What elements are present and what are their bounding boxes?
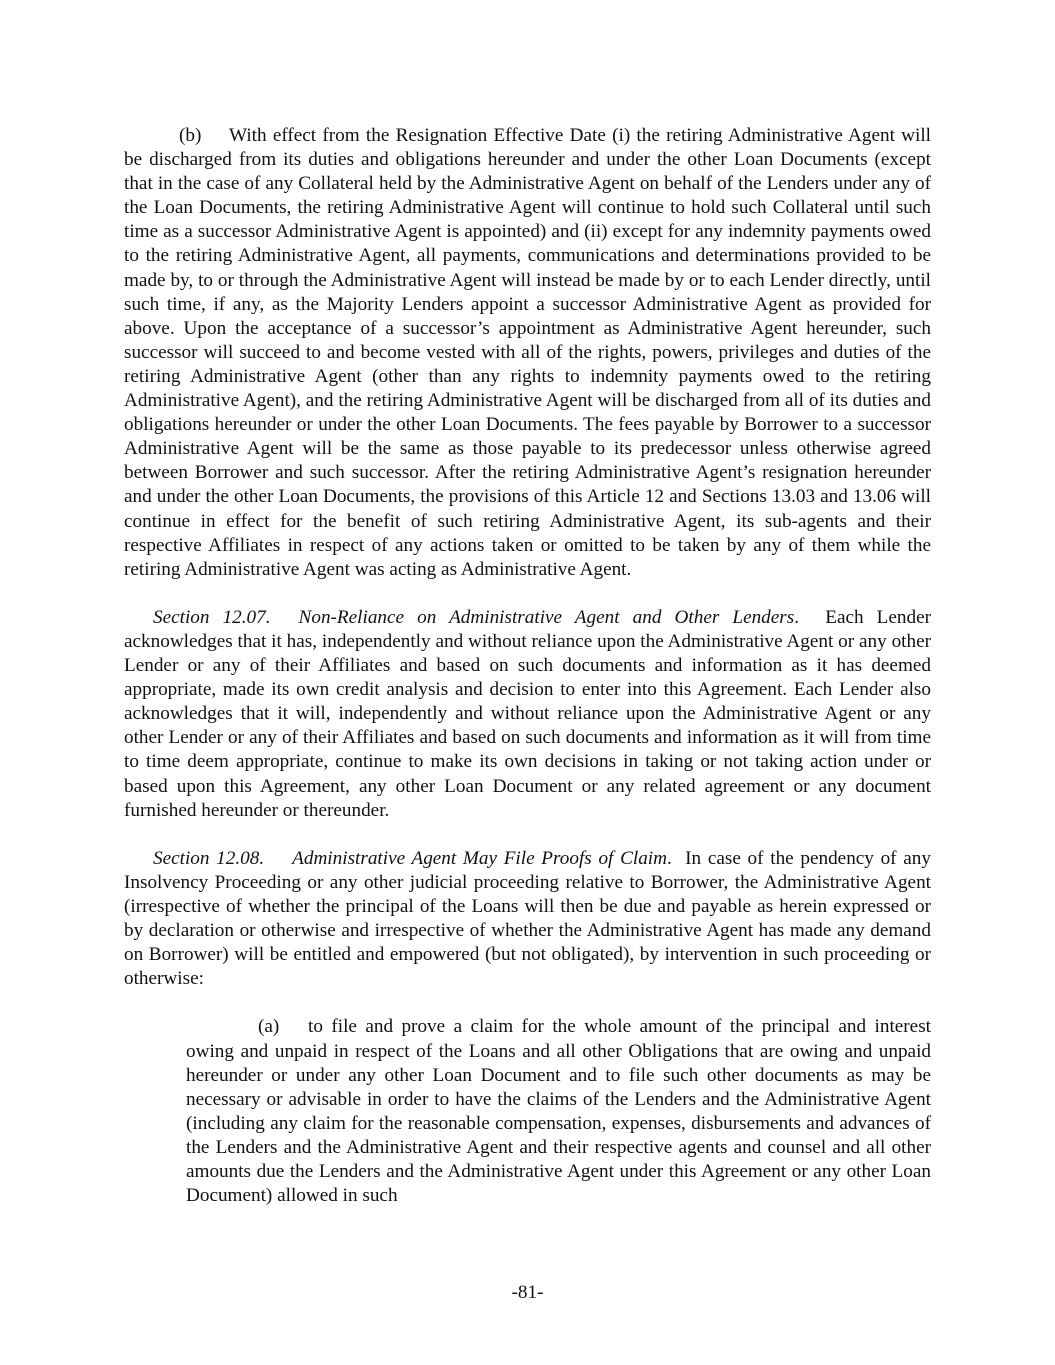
section-12-07-title-period: . [794, 606, 800, 628]
paragraph-gap [124, 823, 931, 847]
section-12-07 [124, 606, 931, 823]
section-12-08-title-period: . [666, 847, 672, 869]
paragraph-gap [124, 991, 931, 1015]
subparagraph-a-text: to file and prove a claim for the whole amount of the principal and interest owing and unpaid in respect of the Loans and all other Obligations that are owing and unpaid hereunder or under any other Loan Document and to file such other documents as may be necessary or advisable in order to have the claims of the Lenders and the Administrative Agent (including any claim for the reasonable compensation, expenses, disbursements and advances of the Lenders and the Administrative Agent and their respective agents and counsel and all other amounts due the Lenders and the Administrative Agent under this Agreement or any other Loan Document) allowed in such [186, 1016, 931, 1207]
subparagraph-a [186, 1015, 931, 1208]
paragraph-b-marker: (b) [179, 125, 202, 146]
section-12-07-number: Section 12.07. [153, 606, 271, 628]
section-12-07-title: Non-Reliance on Administrative Agent and Other Lenders [298, 606, 795, 628]
subparagraph-a-marker: (a) [258, 1016, 280, 1038]
section-12-08 [124, 847, 931, 992]
paragraph-b [124, 124, 931, 582]
section-12-08-text: In case of the pendency of any Insolvency Proceeding or any other judicial proceeding relative to Borrower, the Administrative Agent (irrespective of whether the principal of the Loans will then be due and payable as herein expressed or by declaration or otherwise and irrespective of whether the Administrative Agent has made any demand on Borrower) will be entitled and empowered (but not obligated), by intervention in such proceeding or otherwise: [124, 847, 931, 990]
page-number: -81- [511, 1282, 544, 1303]
paragraph-gap [124, 582, 931, 606]
section-12-08-title: Administrative Agent May File Proofs of Claim [292, 847, 667, 869]
section-12-07-text: Each Lender acknowledges that it has, independently and without reliance upon the Administrative Agent or any other Lender or any of their Affiliates and based on such documents and information as it has deemed appropriate, made its own credit analysis and decision to enter into this Agreement. Each Lender also acknowledges that it will, independently and without reliance upon the Administrative Agent or any other Lender or any of their Affiliates and based on such documents and information as it will from time to time deem appropriate, continue to make its own decisions in taking or not taking action under or based upon this Agreement, any other Loan Document or any related agreement or any document furnished hereunder or thereunder. [124, 606, 932, 821]
section-12-08-number: Section 12.08. [153, 847, 265, 869]
document-page [124, 124, 931, 1208]
paragraph-b-text: With effect from the Resignation Effective Date (i) the retiring Administrative Agent will be discharged from its duties and obligations hereunder and under the other Loan Documents (except that in the case of any Collateral held by the Administrative Agent on behalf of the Lenders under any of the Loan Documents, the retiring Administrative Agent will continue to hold such Collateral until such time as a successor Administrative Agent is appointed) and (ii) except for any indemnity payments owed to the retiring Administrative Agent, all payments, communications and determinations provided to be made by, to or through the Administrative Agent will instead be made by or to each Lender directly, until such time, if any, as the Majority Lenders appoint a successor Administrative Agent as provided for above. Upon the acceptance of a successor’s appointment as Administrative Agent hereunder, such successor will succeed to and become vested with all of the rights, powers, privileges and duties of the retiring Administrative Agent (other than any rights to indemnity payments owed to the retiring Administrative Agent), and the retiring Administrative Agent will be discharged from all of its duties and obligations hereunder or under the other Loan Documents. The fees payable by Borrower to a successor Administrative Agent will be the same as those payable to its predecessor unless otherwise agreed between Borrower and such successor. After the retiring Administrative Agent’s resignation hereunder and under the other Loan Documents, the provisions of this Article 12 and Sections 13.03 and 13.06 will continue in effect for the benefit of such retiring Administrative Agent, its sub-agents and their respective Affiliates in respect of any actions taken or omitted to be taken by any of them while the retiring Administrative Agent was acting as Administrative Agent. [124, 125, 931, 580]
